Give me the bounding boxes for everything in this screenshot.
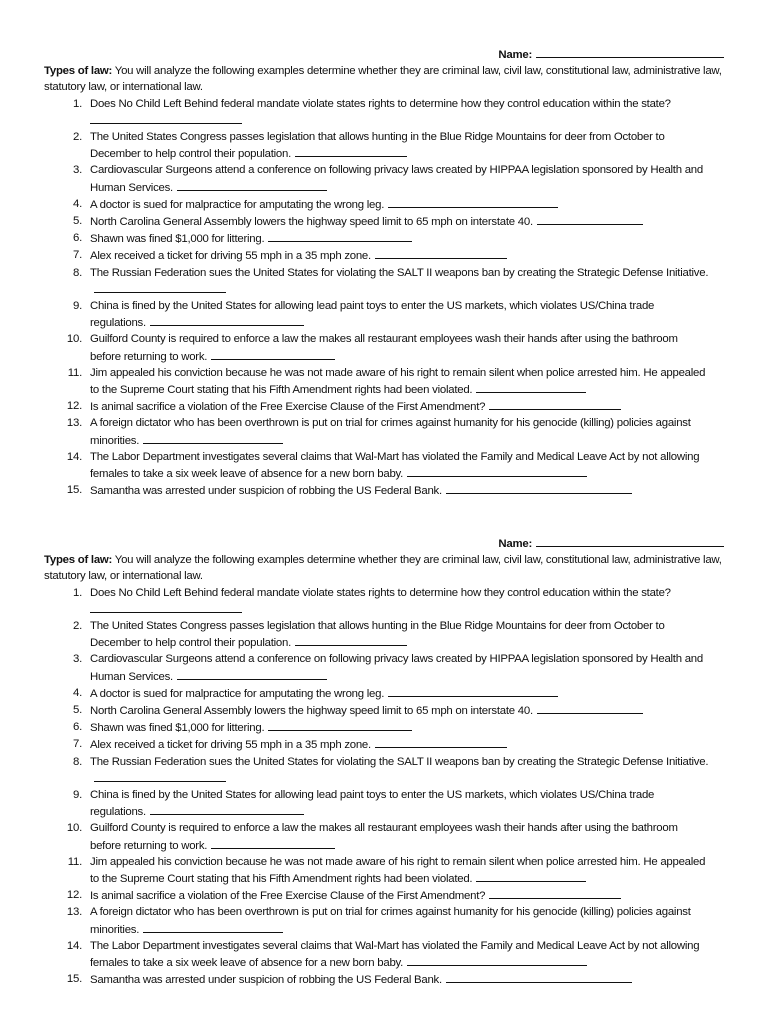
question-number: 4. <box>73 197 82 210</box>
question-item <box>44 887 734 904</box>
question-number: 2. <box>73 131 82 144</box>
question-number: 6. <box>73 721 82 734</box>
question-item <box>44 820 734 853</box>
name-label: Name: <box>498 538 532 550</box>
name-line <box>44 535 734 552</box>
question-item <box>44 971 734 988</box>
answer-blank[interactable] <box>143 432 283 444</box>
question-number: 6. <box>73 232 82 245</box>
question-text: Alex received a ticket for driving 55 mph in a 35 mph zone. <box>90 739 371 752</box>
question-text: Shawn was fined $1,000 for littering. <box>90 233 265 246</box>
answer-blank[interactable] <box>476 870 586 882</box>
question-text: Guilford County is required to enforce a law the makes all restaurant employees wash their hands after using the bathroom before returning to work. <box>90 822 678 852</box>
question-text: China is fined by the United States for allowing lead paint toys to enter the US markets, which violates US/China trade regulations. <box>90 300 655 330</box>
question-number: 15. <box>66 973 82 986</box>
answer-blank[interactable] <box>375 247 507 259</box>
answer-blank[interactable] <box>211 348 335 360</box>
answer-blank[interactable] <box>268 230 412 242</box>
question-text: Is animal sacrifice a violation of the Free Exercise Clause of the First Amendment? <box>90 401 486 414</box>
question-text: Is animal sacrifice a violation of the Free Exercise Clause of the First Amendment? <box>90 890 486 903</box>
question-number: 10. <box>66 822 82 835</box>
question-item <box>44 482 734 499</box>
question-number: 14. <box>66 939 82 952</box>
name-blank[interactable] <box>536 46 724 58</box>
question-text: Jim appealed his conviction because he was not made aware of his right to remain silent when police arrested him. He appealed to the Supreme Court stating that his Fifth Amendment rights had been violated. <box>90 366 706 397</box>
question-number: 14. <box>66 450 82 463</box>
question-number: 3. <box>73 164 82 177</box>
answer-blank[interactable] <box>388 196 558 208</box>
instructions-text: You will analyze the following examples determine whether they are criminal law, civil law, constitutional law, administrative law, statutory law, or international law. <box>44 554 722 583</box>
question-item <box>44 129 734 162</box>
question-text: The Russian Federation sues the United States for violating the SALT II weapons ban by creating the Strategic Defense Initiative. <box>90 755 709 768</box>
question-text: China is fined by the United States for allowing lead paint toys to enter the US markets, which violates US/China trade regulations. <box>90 789 655 819</box>
question-text: A foreign dictator who has been overthrown is put on trial for crimes against humanity for his genocide (killing) policies against minorities. <box>90 906 691 936</box>
name-blank[interactable] <box>536 535 724 547</box>
name-label: Name: <box>498 49 532 61</box>
question-text: North Carolina General Assembly lowers the highway speed limit to 65 mph on interstate 40. <box>90 705 533 718</box>
instructions <box>44 552 734 584</box>
question-text: The United States Congress passes legislation that allows hunting in the Blue Ridge Mountains for deer from October to December to help control their population. <box>90 620 665 650</box>
question-item <box>44 415 734 448</box>
question-item <box>44 719 734 736</box>
question-item <box>44 96 734 129</box>
question-number: 5. <box>73 215 82 228</box>
question-item <box>44 247 734 264</box>
answer-blank[interactable] <box>295 145 407 157</box>
question-number: 4. <box>73 686 82 699</box>
question-item <box>44 196 734 213</box>
question-text: North Carolina General Assembly lowers the highway speed limit to 65 mph on interstate 40. <box>90 216 533 229</box>
question-number: 7. <box>73 249 82 262</box>
question-item <box>44 702 734 719</box>
question-text: A doctor is sued for malpractice for amputating the wrong leg. <box>90 198 385 211</box>
question-text: Does No Child Left Behind federal mandate violate states rights to determine how they control education within the state? <box>90 97 671 110</box>
question-item <box>44 904 734 937</box>
question-text: A foreign dictator who has been overthrown is put on trial for crimes against humanity for his genocide (killing) policies against minorities. <box>90 417 691 447</box>
answer-blank[interactable] <box>537 213 643 225</box>
instructions <box>44 63 734 95</box>
question-number: 9. <box>73 300 82 313</box>
question-text: Samantha was arrested under suspicion of robbing the US Federal Bank. <box>90 485 442 498</box>
worksheet-bottom <box>44 535 734 988</box>
question-number: 2. <box>73 620 82 633</box>
question-item <box>44 298 734 331</box>
question-item <box>44 213 734 230</box>
answer-blank[interactable] <box>150 314 304 326</box>
answer-blank[interactable] <box>375 736 507 748</box>
question-list <box>44 96 734 500</box>
answer-blank[interactable] <box>537 702 643 714</box>
question-text: Shawn was fined $1,000 for littering. <box>90 722 265 735</box>
question-number: 15. <box>66 484 82 497</box>
question-text: The Russian Federation sues the United States for violating the SALT II weapons ban by creating the Strategic Defense Initiative. <box>90 266 709 279</box>
question-item <box>44 585 734 618</box>
question-item <box>44 787 734 820</box>
question-number: 12. <box>66 400 82 413</box>
answer-blank[interactable] <box>268 719 412 731</box>
types-of-law-label: Types of law: <box>44 554 113 567</box>
question-text: Alex received a ticket for driving 55 mph in a 35 mph zone. <box>90 250 371 263</box>
question-number: 11. <box>67 366 82 379</box>
question-item <box>44 162 734 195</box>
question-text: Cardiovascular Surgeons attend a conference on following privacy laws created by HIPPAA legislation sponsored by Health and Human Services. <box>90 164 703 194</box>
answer-blank[interactable] <box>388 685 558 697</box>
question-number: 12. <box>66 889 82 902</box>
question-item <box>44 398 734 415</box>
answer-blank[interactable] <box>94 281 226 293</box>
question-number: 3. <box>73 653 82 666</box>
question-text: The United States Congress passes legislation that allows hunting in the Blue Ridge Mountains for deer from October to December to help control their population. <box>90 131 665 161</box>
instructions-text: You will analyze the following examples determine whether they are criminal law, civil law, constitutional law, administrative law, statutory law, or international law. <box>44 65 722 94</box>
answer-blank[interactable] <box>489 887 621 899</box>
question-number: 7. <box>73 738 82 751</box>
question-text: Cardiovascular Surgeons attend a conference on following privacy laws created by HIPPAA legislation sponsored by Health and Human Services. <box>90 653 703 683</box>
question-number: 13. <box>66 417 82 430</box>
answer-blank[interactable] <box>94 770 226 782</box>
answer-blank[interactable] <box>407 954 587 966</box>
question-item <box>44 651 734 684</box>
question-number: 1. <box>73 97 82 110</box>
question-text: Guilford County is required to enforce a law the makes all restaurant employees wash their hands after using the bathroom before returning to work. <box>90 333 678 363</box>
answer-blank[interactable] <box>150 803 304 815</box>
answer-blank[interactable] <box>177 668 327 680</box>
question-item <box>44 938 734 971</box>
question-number: 8. <box>73 266 82 279</box>
question-number: 5. <box>73 704 82 717</box>
question-number: 9. <box>73 789 82 802</box>
question-list <box>44 585 734 989</box>
question-text: Samantha was arrested under suspicion of robbing the US Federal Bank. <box>90 974 442 987</box>
answer-blank[interactable] <box>295 634 407 646</box>
worksheet-top <box>44 46 734 499</box>
question-item <box>44 618 734 651</box>
answer-blank[interactable] <box>407 465 587 477</box>
question-text: The Labor Department investigates several claims that Wal-Mart has violated the Family and Medical Leave Act by not allowing females to take a six week leave of absence for a new born baby. <box>90 450 700 481</box>
question-item <box>44 365 734 398</box>
answer-blank[interactable] <box>211 837 335 849</box>
answer-blank[interactable] <box>446 971 632 983</box>
question-number: 8. <box>73 755 82 768</box>
name-line <box>44 46 734 63</box>
answer-blank[interactable] <box>177 179 327 191</box>
answer-blank[interactable] <box>476 381 586 393</box>
question-item <box>44 854 734 887</box>
question-item <box>44 265 734 298</box>
question-item <box>44 736 734 753</box>
answer-blank[interactable] <box>90 601 242 613</box>
question-item <box>44 230 734 247</box>
answer-blank[interactable] <box>489 398 621 410</box>
question-text: Jim appealed his conviction because he was not made aware of his right to remain silent when police arrested him. He appealed to the Supreme Court stating that his Fifth Amendment rights had been violated. <box>90 855 706 886</box>
question-item <box>44 449 734 482</box>
question-item <box>44 331 734 364</box>
answer-blank[interactable] <box>90 112 242 124</box>
question-item <box>44 754 734 787</box>
question-number: 13. <box>66 906 82 919</box>
question-text: The Labor Department investigates several claims that Wal-Mart has violated the Family and Medical Leave Act by not allowing females to take a six week leave of absence for a new born baby. <box>90 939 700 970</box>
answer-blank[interactable] <box>143 921 283 933</box>
question-text: Does No Child Left Behind federal mandate violate states rights to determine how they control education within the state? <box>90 586 671 599</box>
answer-blank[interactable] <box>446 482 632 494</box>
question-item <box>44 685 734 702</box>
types-of-law-label: Types of law: <box>44 65 113 78</box>
question-number: 10. <box>66 333 82 346</box>
question-number: 1. <box>73 586 82 599</box>
question-number: 11. <box>67 855 82 868</box>
question-text: A doctor is sued for malpractice for amputating the wrong leg. <box>90 687 385 700</box>
